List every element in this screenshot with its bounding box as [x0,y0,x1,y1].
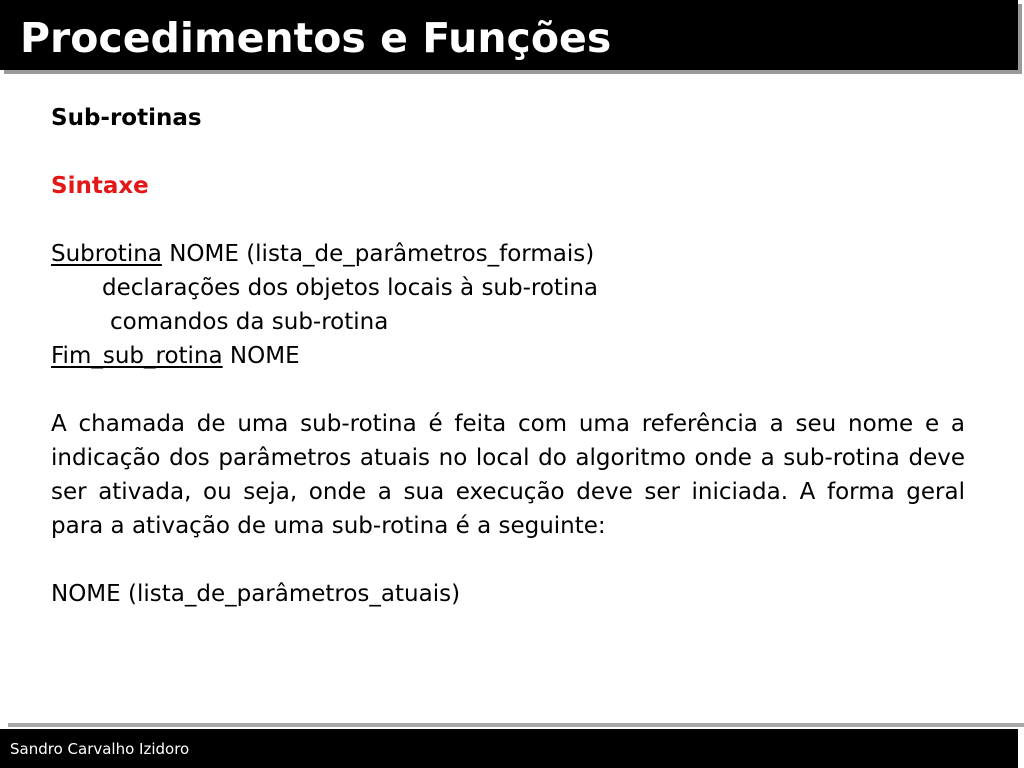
subrotina-keyword: Subrotina [51,241,162,267]
spacer [51,543,965,577]
syntax-block [51,237,965,373]
footer-bar [0,729,1018,768]
spacer [51,135,965,169]
section-heading: Sub-rotinas [51,105,202,131]
call-example: NOME (lista_de_parâmetros_atuais) [51,581,461,607]
syntax-line-2: declarações dos objetos locais à sub-rotina [102,275,599,301]
footer-divider [8,723,1024,727]
syntax-line-3: comandos da sub-rotina [110,309,389,335]
footer-author: Sandro Carvalho Izidoro [10,740,190,758]
syntax-label: Sintaxe [51,173,149,199]
slide-content [51,101,965,611]
slide-title: Procedimentos e Funções [20,14,612,62]
explanation-paragraph: A chamada de uma sub-rotina é feita com uma referência a seu nome e a indicação dos parâmetros atuais no local do algoritmo onde a sub-rotina deve ser ativada, ou seja, onde a sua execução deve ser iniciada. A forma geral para a ativação de uma sub-rotina é a seguinte: [51,411,965,539]
syntax-line-4 [51,339,965,373]
syntax-line-1-text: NOME (lista_de_parâmetros_formais) [161,241,595,267]
syntax-line-4-text: NOME [222,343,300,369]
spacer [51,373,965,407]
title-bar [0,0,1018,70]
fim-sub-rotina-keyword: Fim_sub_rotina [51,343,223,369]
spacer [51,203,965,237]
syntax-line-1 [51,237,965,271]
